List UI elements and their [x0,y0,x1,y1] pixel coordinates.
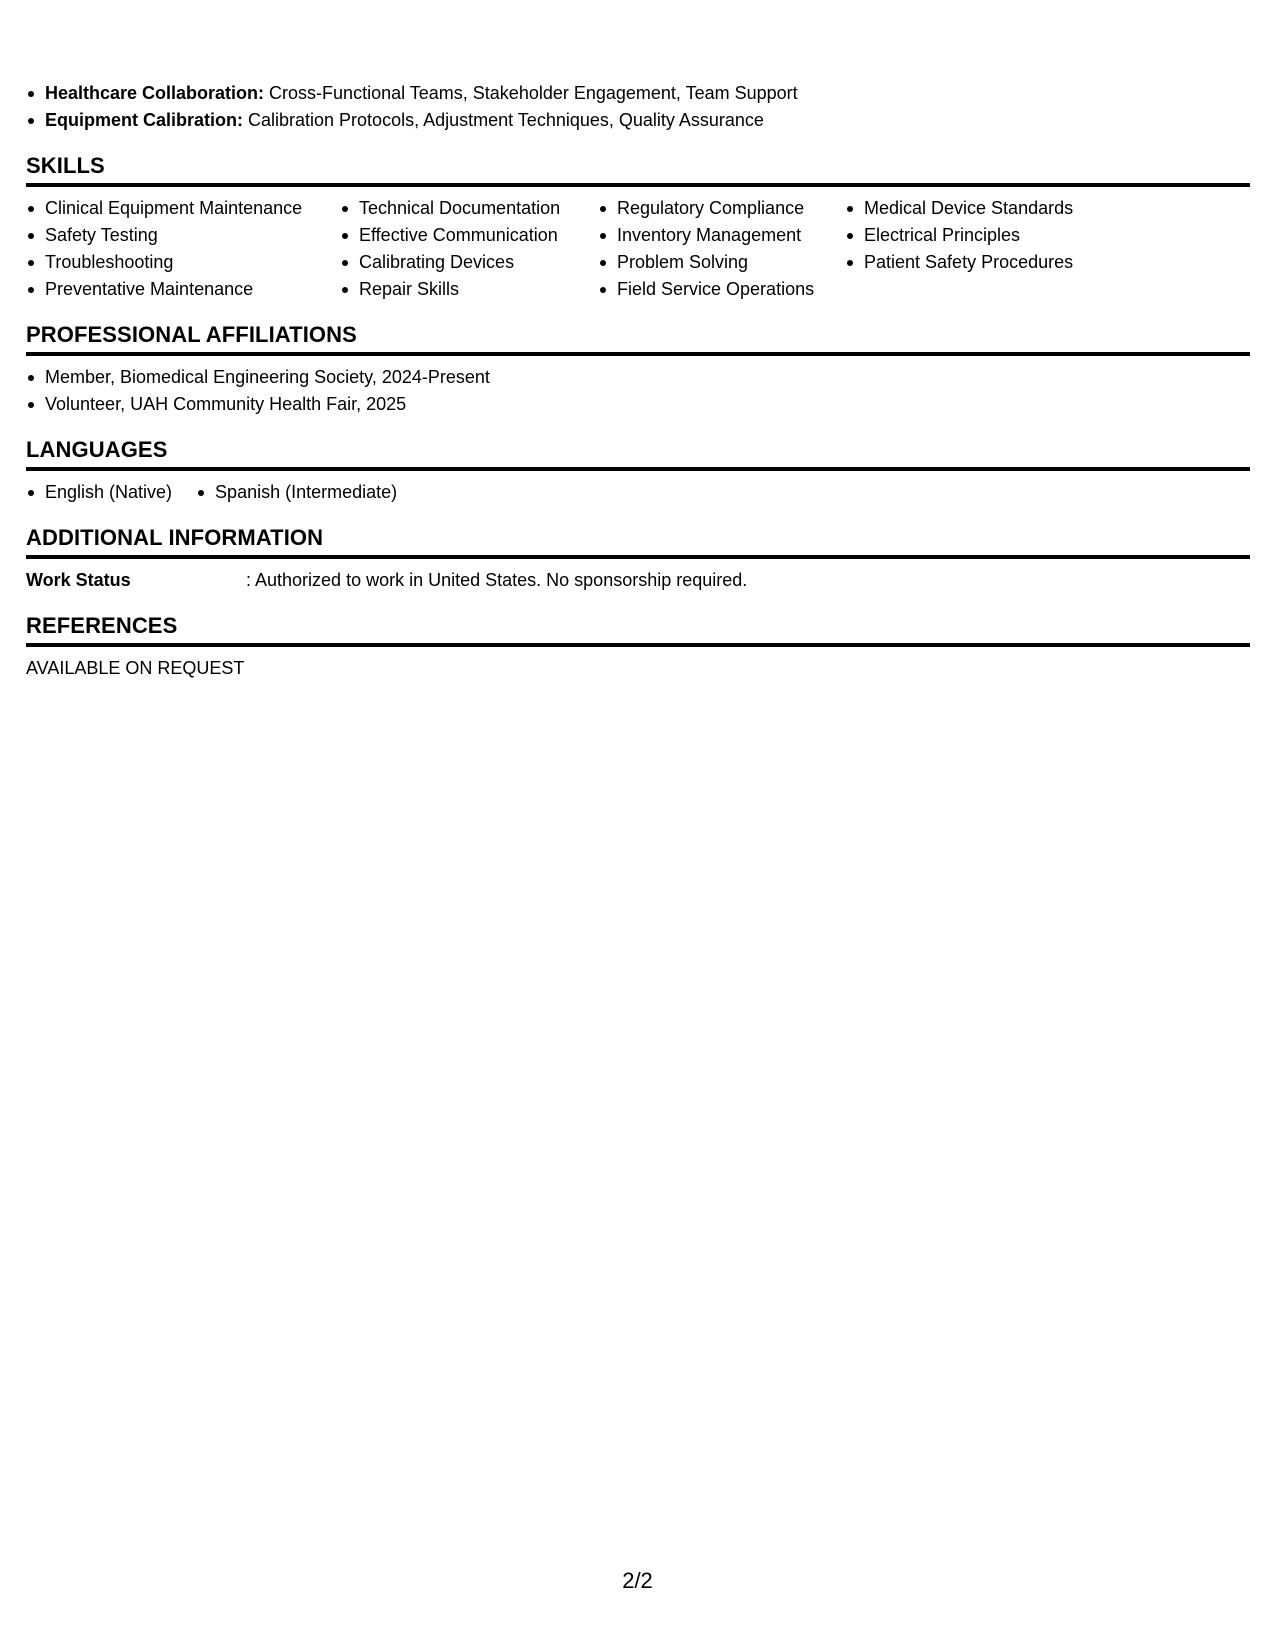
skills-grid [26,195,1250,303]
affiliation-item: Member, Biomedical Engineering Society, 2024-Present [26,364,1250,391]
skill-item: Patient Safety Procedures [845,249,1105,276]
skill-item: Calibrating Devices [340,249,598,276]
skills-column [340,195,598,303]
skill-item: Safety Testing [26,222,340,249]
expertise-list [26,80,1250,134]
skill-item: Technical Documentation [340,195,598,222]
language-item: English (Native) [26,479,172,506]
section-heading-skills: SKILLS [26,152,1250,187]
expertise-item [26,80,1250,107]
skill-item: Effective Communication [340,222,598,249]
skill-item: Preventative Maintenance [26,276,340,303]
skill-item: Problem Solving [598,249,845,276]
expertise-item [26,107,1250,134]
languages-list [26,479,1250,506]
work-status-label: Work Status [26,570,131,590]
skill-item: Troubleshooting [26,249,340,276]
skills-column [26,195,340,303]
references-text: AVAILABLE ON REQUEST [26,658,245,678]
skill-item: Repair Skills [340,276,598,303]
expertise-text: Calibration Protocols, Adjustment Techniques, Quality Assurance [243,110,764,130]
skill-item: Medical Device Standards [845,195,1105,222]
skill-item: Inventory Management [598,222,845,249]
skills-section [26,152,1250,303]
page-number: 2/2 [622,1568,653,1593]
work-status-value: : Authorized to work in United States. No sponsorship required. [246,570,748,590]
skills-column [598,195,845,303]
affiliations-section [26,321,1250,418]
section-heading-affiliations: PROFESSIONAL AFFILIATIONS [26,321,1250,356]
skill-item: Clinical Equipment Maintenance [26,195,340,222]
skill-item: Electrical Principles [845,222,1105,249]
work-status-row [26,567,1250,594]
resume-page [26,80,1250,682]
language-item: Spanish (Intermediate) [196,479,397,506]
affiliations-list [26,364,1250,418]
affiliation-item: Volunteer, UAH Community Health Fair, 2025 [26,391,1250,418]
additional-info-section [26,524,1250,594]
references-section [26,612,1250,682]
skill-item: Regulatory Compliance [598,195,845,222]
skills-column [845,195,1105,303]
section-heading-additional-info: ADDITIONAL INFORMATION [26,524,1250,559]
expertise-label: Equipment Calibration: [45,110,243,130]
expertise-label: Healthcare Collaboration: [45,83,265,103]
languages-section [26,436,1250,506]
section-heading-languages: LANGUAGES [26,436,1250,471]
section-heading-references: REFERENCES [26,612,1250,647]
expertise-text: Cross-Functional Teams, Stakeholder Engagement, Team Support [264,83,798,103]
skill-item: Field Service Operations [598,276,845,303]
